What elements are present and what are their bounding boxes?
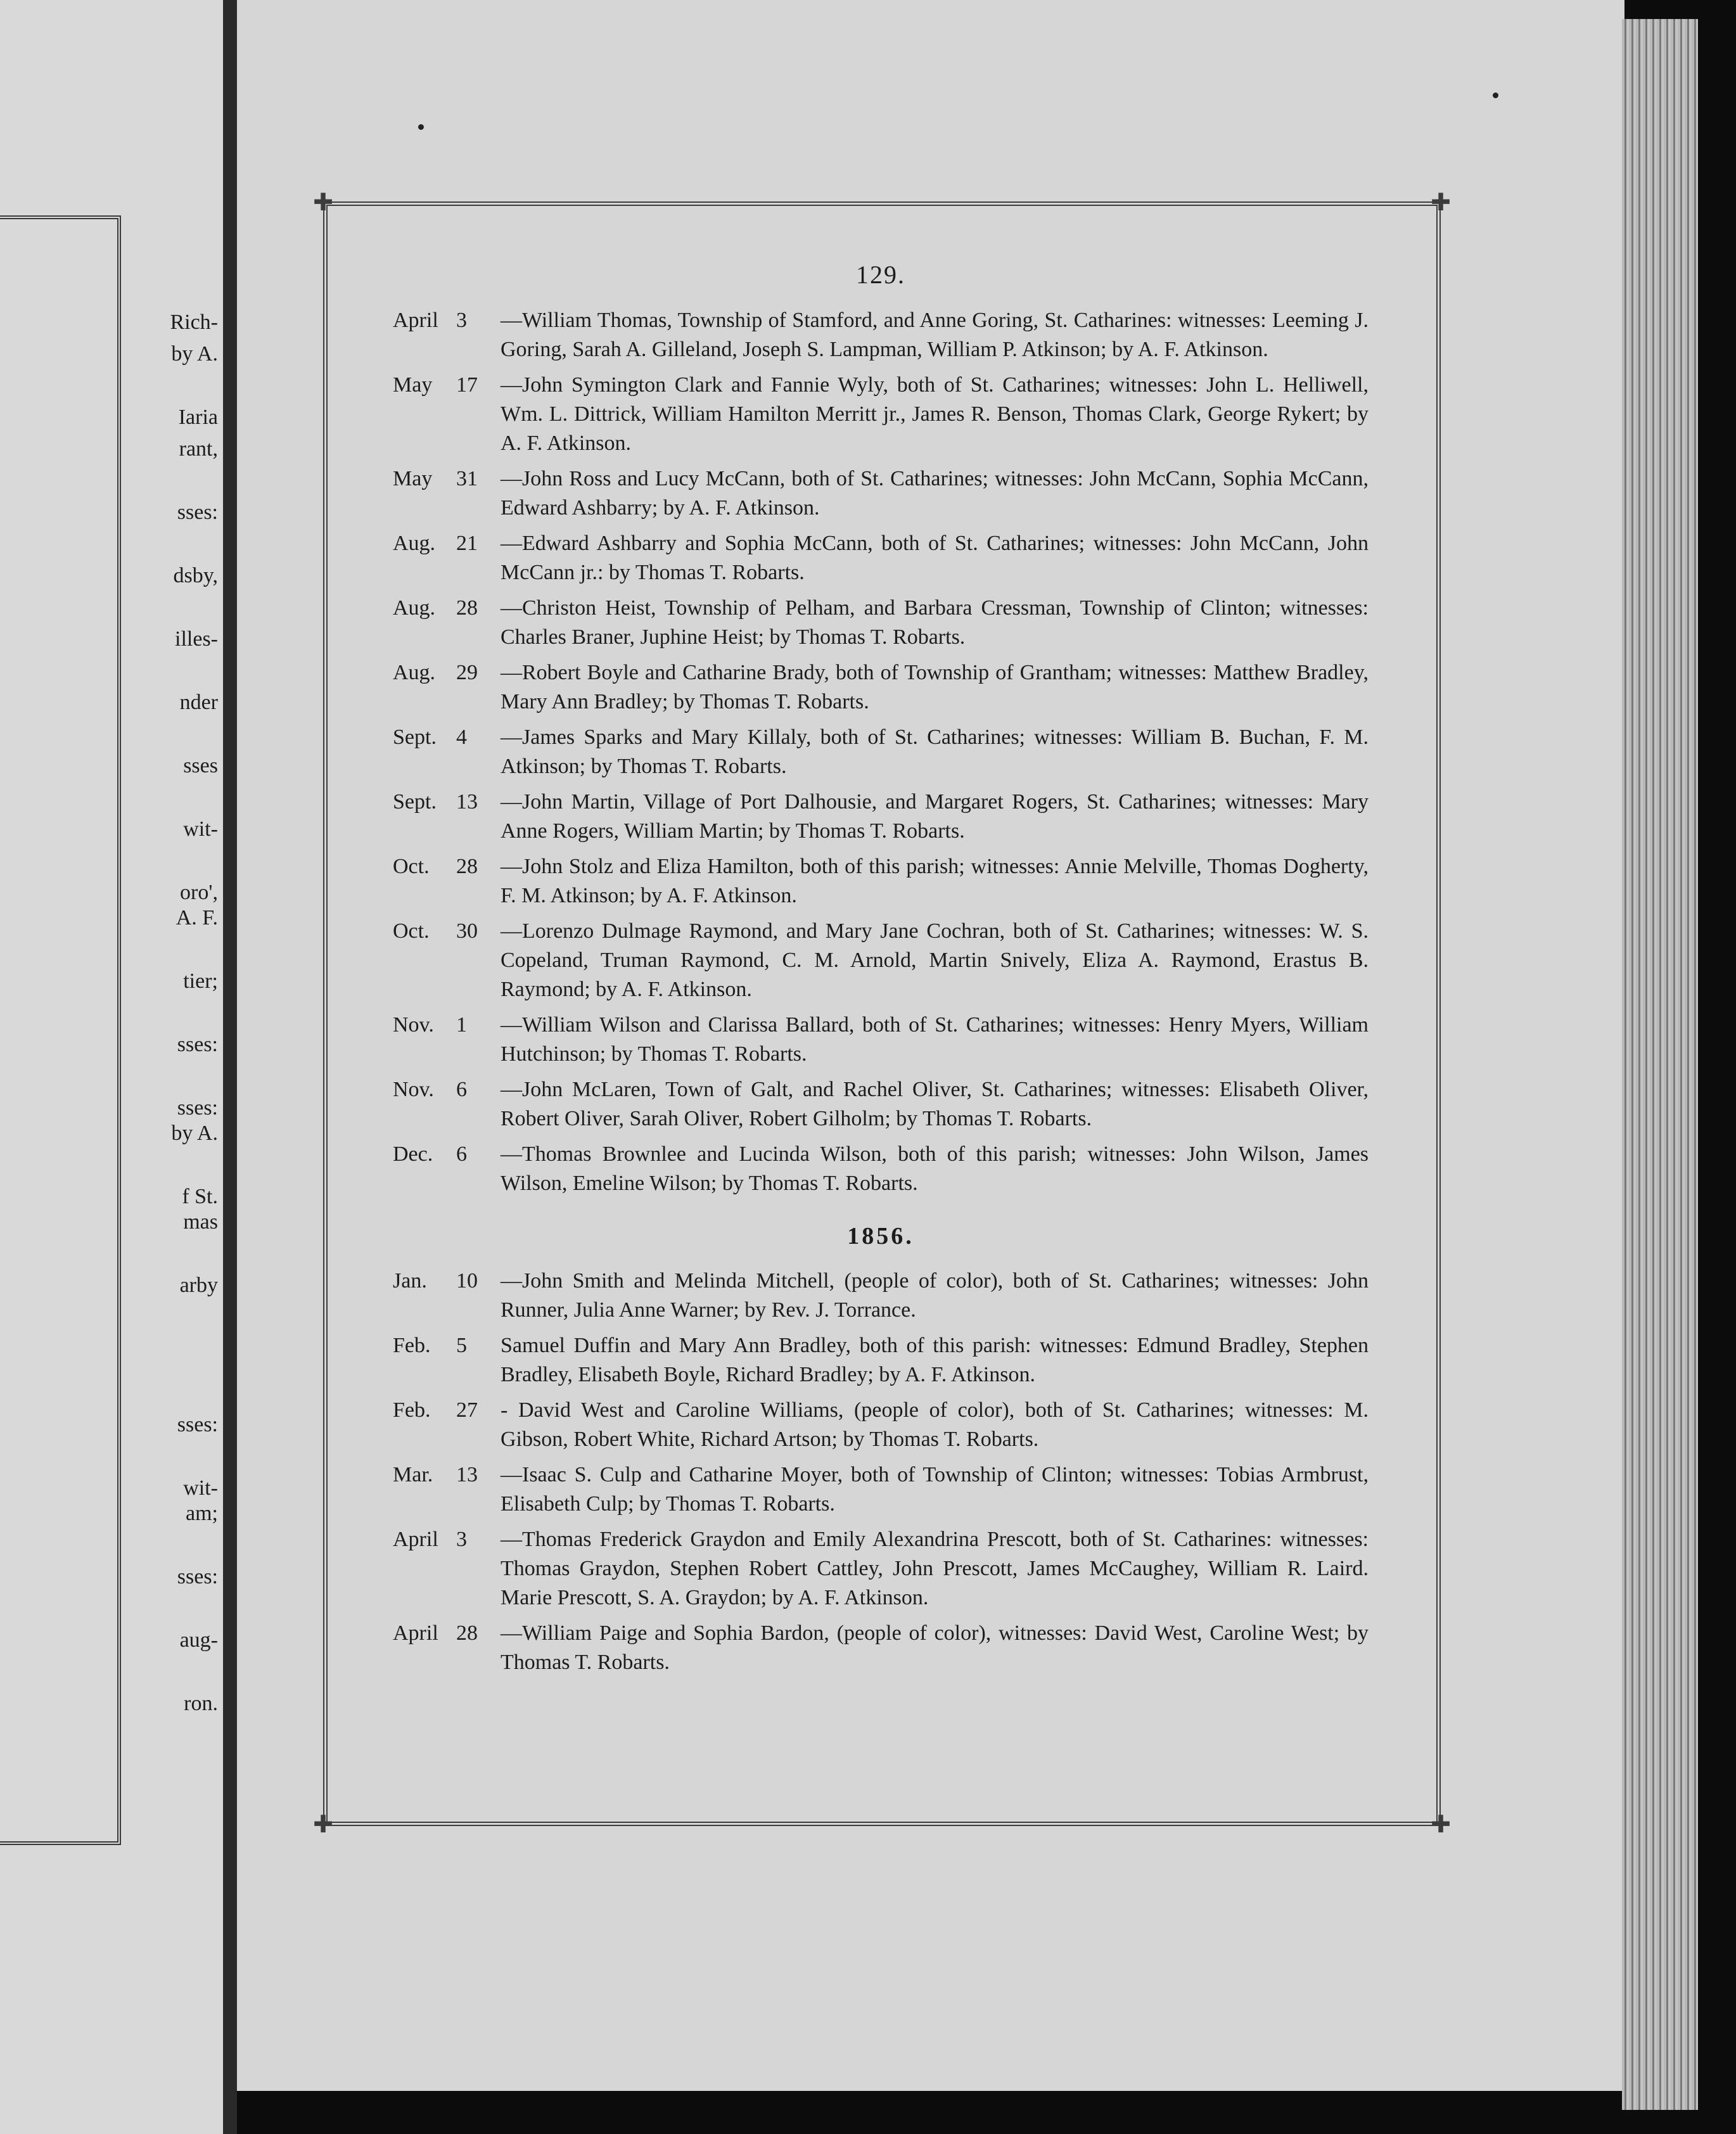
corner-ornament: ✚	[313, 1811, 333, 1838]
register-entry	[393, 1460, 1369, 1519]
entry-text: —John McLaren, Town of Galt, and Rachel Oliver, St. Catharines; witnesses: Elisabeth Oliver, Robert Oliver, Sarah Oliver, Robert Gilholm; by Thomas T. Robarts.	[501, 1078, 1369, 1130]
entry-month: Oct.	[393, 855, 430, 878]
entry-day: 1	[456, 1013, 467, 1037]
entry-date	[393, 1140, 501, 1169]
register-entry	[393, 306, 1369, 364]
register-entry	[393, 852, 1369, 910]
entries-1856	[393, 1267, 1369, 1677]
entry-month: Aug.	[393, 532, 436, 555]
facing-page-fragment: mas	[183, 1210, 218, 1234]
entries-1855	[393, 306, 1369, 1198]
facing-page-fragment: illes-	[175, 627, 218, 651]
register-entry	[393, 788, 1369, 846]
entry-month: April	[393, 1621, 438, 1645]
entry-month: Aug.	[393, 596, 436, 620]
entry-text: —James Sparks and Mary Killaly, both of St. Catharines; witnesses: William B. Buchan, F. M. Atkinson; by Thomas T. Robarts.	[501, 725, 1369, 778]
facing-page-text	[0, 0, 223, 2134]
facing-page-fragment: sses:	[177, 1096, 218, 1120]
page-number: 129.	[856, 260, 905, 289]
entry-month: Nov.	[393, 1013, 434, 1037]
entry-text: —William Paige and Sophia Bardon, (people of color), witnesses: David West, Caroline West; by Thomas T. Robarts.	[501, 1621, 1369, 1674]
entry-text: —John Symington Clark and Fannie Wyly, both of St. Catharines; witnesses: John L. Helliwell, Wm. L. Dittrick, William Hamilton Merritt jr., James R. Benson, Thomas Clark, George Rykert; by A. F. Atkinson.	[501, 373, 1369, 455]
corner-ornament: ✚	[1431, 1811, 1451, 1838]
facing-page-fragment: A. F.	[176, 906, 218, 930]
facing-page-fragment: arby	[179, 1274, 218, 1297]
entry-date	[393, 1075, 501, 1104]
entry-date	[393, 371, 501, 400]
entry-date	[393, 917, 501, 946]
facing-page-fragment: am;	[186, 1502, 218, 1525]
speck	[418, 124, 424, 130]
facing-page-fragment: sses:	[177, 1033, 218, 1056]
entry-day: 28	[456, 1621, 478, 1645]
entry-text: —Lorenzo Dulmage Raymond, and Mary Jane Cochran, both of St. Catharines; witnesses: W. S. Copeland, Truman Raymond, C. M. Arnold, Martin Snively, Eliza A. Raymond, Erastus B. Raymond; by A. F. Atkinson.	[501, 919, 1369, 1001]
entry-text: —Thomas Frederick Graydon and Emily Alexandrina Prescott, both of St. Catharines: witnesses: Thomas Graydon, Stephen Robert Cattley, John Prescott, James McCaughey, William R. Laird. Marie Prescott, S. A. Graydon; by A. F. Atkinson.	[501, 1528, 1369, 1609]
facing-page-fragment: f St.	[182, 1185, 218, 1208]
facing-page-fragment: aug-	[179, 1628, 218, 1652]
corner-ornament: ✚	[313, 189, 333, 216]
entry-month: Aug.	[393, 661, 436, 684]
facing-page-fragment: sses:	[177, 501, 218, 524]
entry-day: 3	[456, 309, 467, 332]
facing-page-fragment: by A.	[171, 1121, 218, 1145]
entry-date	[393, 594, 501, 623]
entry-text: —Christon Heist, Township of Pelham, and Barbara Cressman, Township of Clinton; witnesses: Charles Braner, Juphine Heist; by Thomas T. Robarts.	[501, 596, 1369, 649]
register-entry	[393, 917, 1369, 1004]
entry-text: —Edward Ashbarry and Sophia McCann, both of St. Catharines; witnesses: John McCann, John McCann jr.: by Thomas T. Robarts.	[501, 532, 1369, 584]
facing-page-fragment: sses:	[177, 1565, 218, 1588]
entry-day: 13	[456, 1463, 478, 1486]
entry-date	[393, 529, 501, 558]
entry-date	[393, 1619, 501, 1648]
entry-date	[393, 723, 501, 752]
facing-page-fragment: by A.	[171, 342, 218, 366]
entry-month: Sept.	[393, 790, 437, 814]
entry-day: 4	[456, 725, 467, 749]
entry-text: - David West and Caroline Williams, (people of color), both of St. Catharines; witnesses: M. Gibson, Robert White, Richard Artson; by Thomas T. Robarts.	[501, 1398, 1369, 1451]
entry-day: 6	[456, 1078, 467, 1101]
entry-text: —Isaac S. Culp and Catharine Moyer, both of Township of Clinton; witnesses: Tobias Armbrust, Elisabeth Culp; by Thomas T. Robarts.	[501, 1463, 1369, 1516]
entry-date	[393, 464, 501, 494]
entry-day: 28	[456, 596, 478, 620]
facing-page-fragment: sses:	[177, 1413, 218, 1436]
entry-month: May	[393, 467, 433, 490]
entry-date	[393, 306, 501, 335]
entry-text: —John Ross and Lucy McCann, both of St. Catharines; witnesses: John McCann, Sophia McCann, Edward Ashbarry; by A. F. Atkinson.	[501, 467, 1369, 520]
entry-date	[393, 1525, 501, 1554]
entry-date	[393, 788, 501, 817]
facing-page-fragment: Rich-	[170, 310, 218, 334]
entry-month: Mar.	[393, 1463, 433, 1486]
entry-text: —John Smith and Melinda Mitchell, (people of color), both of St. Catharines; witnesses: John Runner, Julia Anne Warner; by Rev. J. Torrance.	[501, 1269, 1369, 1322]
register-entry	[393, 464, 1369, 523]
entry-text: —Robert Boyle and Catharine Brady, both of Township of Grantham; witnesses: Matthew Bradley, Mary Ann Bradley; by Thomas T. Robarts.	[501, 661, 1369, 713]
entry-day: 13	[456, 790, 478, 814]
facing-page-fragment: wit-	[183, 817, 218, 841]
entry-month: April	[393, 309, 438, 332]
facing-page-fragment: oro',	[180, 881, 218, 904]
entry-day: 6	[456, 1142, 467, 1166]
facing-page	[0, 0, 223, 2134]
register-entry	[393, 371, 1369, 458]
corner-ornament: ✚	[1431, 189, 1451, 216]
entry-day: 28	[456, 855, 478, 878]
register-entry	[393, 1011, 1369, 1069]
facing-page-fragment: tier;	[183, 969, 218, 993]
entry-day: 21	[456, 532, 478, 555]
entry-text: Samuel Duffin and Mary Ann Bradley, both of this parish: witnesses: Edmund Bradley, Stephen Bradley, Elisabeth Boyle, Richard Bradley; by A. F. Atkinson.	[501, 1334, 1369, 1386]
entry-day: 27	[456, 1398, 478, 1422]
entry-date	[393, 1331, 501, 1360]
facing-page-fragment: Iaria	[178, 406, 218, 429]
entry-text: —John Martin, Village of Port Dalhousie, and Margaret Rogers, St. Catharines; witnesses: Mary Anne Rogers, William Martin; by Thomas T. Robarts.	[501, 790, 1369, 843]
entry-month: Dec.	[393, 1142, 433, 1166]
entry-month: April	[393, 1528, 438, 1551]
year-heading: 1856.	[847, 1223, 914, 1249]
entry-date	[393, 852, 501, 881]
register-entry	[393, 529, 1369, 587]
entry-day: 5	[456, 1334, 467, 1357]
register-entry	[393, 1396, 1369, 1454]
register-entry	[393, 1140, 1369, 1198]
register-entry	[393, 1525, 1369, 1613]
register-entry	[393, 1619, 1369, 1677]
page-content	[393, 260, 1369, 1684]
facing-page-fragment: wit-	[183, 1476, 218, 1500]
entry-month: Sept.	[393, 725, 437, 749]
entry-date	[393, 1396, 501, 1425]
entry-day: 17	[456, 373, 478, 397]
entry-date	[393, 1460, 501, 1490]
speck	[1493, 93, 1498, 98]
facing-page-fragment: rant,	[179, 437, 218, 461]
register-entry	[393, 1075, 1369, 1134]
entry-month: May	[393, 373, 433, 397]
facing-page-fragment: dsby,	[173, 564, 218, 587]
register-entry	[393, 594, 1369, 652]
entry-month: Feb.	[393, 1334, 431, 1357]
entry-day: 10	[456, 1269, 478, 1293]
entry-day: 29	[456, 661, 478, 684]
facing-page-fragment: ron.	[184, 1692, 218, 1715]
entry-text: —William Wilson and Clarissa Ballard, both of St. Catharines; witnesses: Henry Myers, William Hutchinson; by Thomas T. Robarts.	[501, 1013, 1369, 1066]
entry-date	[393, 658, 501, 687]
register-entry	[393, 1267, 1369, 1325]
register-entry	[393, 723, 1369, 781]
entry-day: 30	[456, 919, 478, 943]
entry-text: —John Stolz and Eliza Hamilton, both of this parish; witnesses: Annie Melville, Thomas Dogherty, F. M. Atkinson; by A. F. Atkinson.	[501, 855, 1369, 907]
facing-page-fragment: nder	[179, 691, 218, 714]
entry-month: Nov.	[393, 1078, 434, 1101]
facing-page-fragment: sses	[183, 754, 218, 777]
page-edges	[1622, 19, 1698, 2110]
entry-date	[393, 1267, 501, 1296]
entry-text: —Thomas Brownlee and Lucinda Wilson, both of this parish; witnesses: John Wilson, James Wilson, Emeline Wilson; by Thomas T. Robarts.	[501, 1142, 1369, 1195]
entry-day: 31	[456, 467, 478, 490]
register-entry	[393, 1331, 1369, 1390]
entry-text: —William Thomas, Township of Stamford, and Anne Goring, St. Catharines: witnesses: Leeming J. Goring, Sarah A. Gilleland, Joseph S. Lampman, William P. Atkinson; by A. F. Atkinson.	[501, 309, 1369, 361]
entry-month: Jan.	[393, 1269, 427, 1293]
entry-date	[393, 1011, 501, 1040]
book-gutter	[223, 0, 237, 2134]
register-entry	[393, 658, 1369, 717]
entry-day: 3	[456, 1528, 467, 1551]
entry-month: Oct.	[393, 919, 430, 943]
entry-month: Feb.	[393, 1398, 431, 1422]
